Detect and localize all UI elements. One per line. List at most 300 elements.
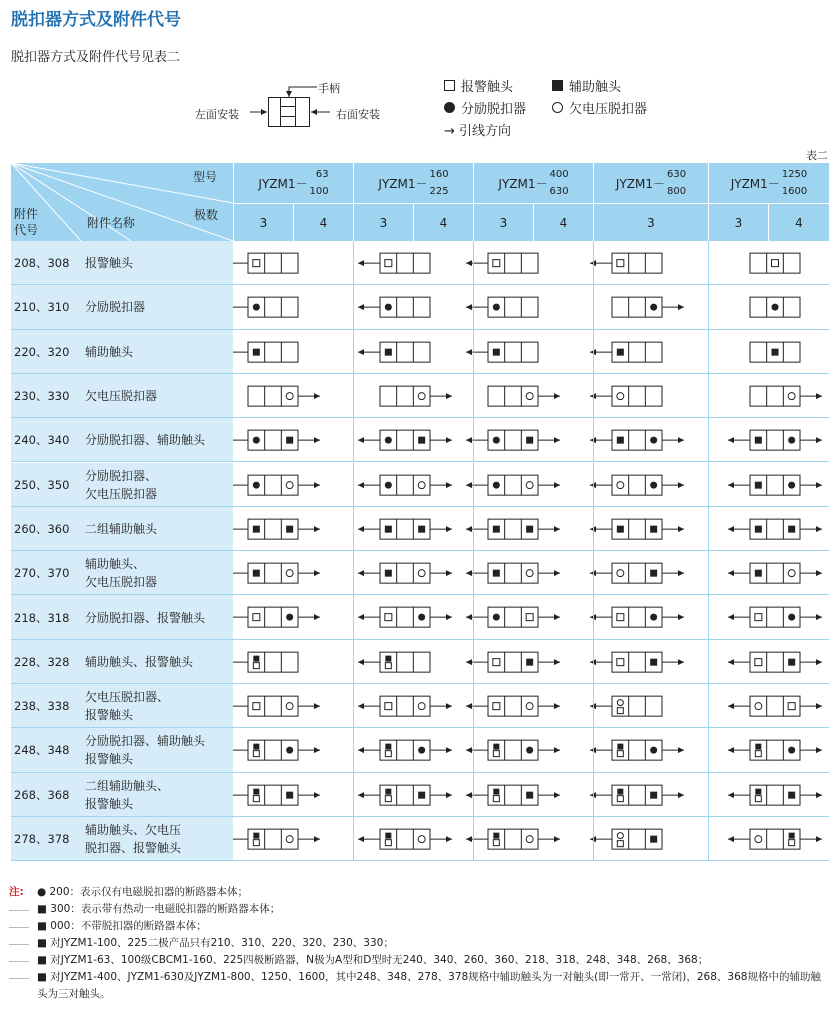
alarm-contact-icon	[617, 708, 623, 714]
wire-direction-arrow-icon	[446, 792, 452, 798]
shunt-release-icon	[788, 747, 795, 754]
aux-contact-icon	[253, 525, 260, 532]
wire-direction-arrow-icon	[446, 570, 452, 576]
aux-contact-icon	[418, 791, 425, 798]
breaker-diagram	[466, 608, 560, 628]
breaker-diagram	[590, 430, 684, 450]
wiring-diagrams	[233, 507, 829, 551]
wire-direction-arrow-icon	[728, 836, 734, 842]
footnote-line: ■ 对JYZM1-400、JYZM1-630及JYZM1-800、1250、1600，其中248、348、278、378规格中辅助触头为一对触头(即一常开、一常闭)，268、368规格中的辅助触	[9, 969, 831, 986]
wire-direction-arrow-icon	[678, 526, 684, 532]
accessory-name	[81, 684, 233, 728]
alarm-contact-icon	[493, 751, 499, 757]
model-frame-bottom: 800	[667, 186, 687, 197]
accessory-code: 240、340	[11, 418, 81, 462]
pole-count-cell: 3	[353, 204, 413, 241]
wire-direction-arrow-icon	[554, 703, 560, 709]
model-prefix: JYZM1－	[615, 176, 665, 191]
aux-contact-icon	[493, 833, 499, 839]
aux-contact-icon	[755, 570, 762, 577]
wire-direction-arrow-icon	[314, 792, 320, 798]
breaker-diagram	[590, 608, 684, 628]
breaker-diagram	[233, 740, 320, 760]
accessory-code: 220、320	[11, 330, 81, 374]
aux-contact-icon	[493, 525, 500, 532]
breaker-diagram	[466, 430, 560, 450]
accessory-name-line: 报警触头	[85, 752, 134, 767]
wire-direction-arrow-icon	[466, 260, 472, 266]
wire-direction-arrow-icon	[554, 792, 560, 798]
shunt-release-icon	[650, 614, 657, 621]
accessory-name-line: 分励脱扣器	[85, 300, 146, 315]
aux-contact-icon	[617, 525, 624, 532]
alarm-contact-icon	[385, 840, 391, 846]
wire-direction-arrow-icon	[678, 659, 684, 665]
accessory-name-line: 脱扣器、报警触头	[85, 841, 182, 856]
undervoltage-release-icon	[617, 393, 624, 400]
accessory-name-line: 报警触头	[85, 256, 134, 271]
undervoltage-release-icon	[418, 703, 425, 710]
breaker-diagram	[358, 740, 452, 760]
wire-direction-arrow-icon	[466, 615, 472, 621]
wire-direction-arrow-icon	[554, 747, 560, 753]
aux-contact-icon	[789, 833, 795, 839]
accessory-name-line: 分励脱扣器、辅助触头	[85, 433, 206, 448]
undervoltage-release-icon	[526, 481, 533, 488]
alarm-contact-icon	[755, 658, 762, 665]
accessory-name-line: 欠电压脱扣器	[85, 389, 158, 404]
breaker-diagram	[728, 608, 822, 628]
breaker-diagram	[248, 386, 320, 406]
model-prefix: JYZM1－	[730, 176, 780, 191]
wire-direction-arrow-icon	[678, 747, 684, 753]
wire-direction-arrow-icon	[816, 437, 822, 443]
wire-direction-arrow-icon	[314, 526, 320, 532]
footnote-line: ■ 300：表示带有热动一电磁脱扣器的断路器本体；	[9, 901, 831, 918]
breaker-diagram	[466, 829, 560, 849]
breaker-diagram	[728, 785, 822, 805]
accessory-name	[81, 551, 233, 595]
wire-direction-arrow-icon	[358, 437, 364, 443]
undervoltage-release-icon	[788, 570, 795, 577]
breaker-diagram	[233, 563, 320, 583]
accessory-code: 230、330	[11, 374, 81, 418]
breaker-diagram	[728, 430, 822, 450]
alarm-contact-icon	[385, 614, 392, 621]
alarm-contact-icon	[253, 751, 259, 757]
header-code-label-1: 附件	[14, 207, 39, 221]
alarm-contact-icon	[253, 614, 260, 621]
accessory-name-line: 欠电压脱扣器	[85, 486, 158, 501]
alarm-contact-icon	[789, 840, 795, 846]
footnote-line: ■ 对JYZM1-100、225二极产品只有210、310、220、320、230、330；	[9, 935, 831, 952]
breaker-diagram	[590, 740, 684, 760]
model-header-cell	[473, 163, 593, 203]
wire-direction-arrow-icon	[358, 526, 364, 532]
pole-count-cell: 3	[473, 204, 533, 241]
undervoltage-release-icon	[286, 703, 293, 710]
wire-direction-arrow-icon	[466, 437, 472, 443]
model-frame-top: 63	[315, 169, 329, 180]
wire-direction-arrow-icon	[554, 526, 560, 532]
alarm-contact-icon	[253, 703, 260, 710]
accessory-code: 250、350	[11, 463, 81, 507]
model-frame-top: 1250	[781, 169, 808, 180]
alarm-contact-icon	[526, 614, 533, 621]
left-mount-label: 左面安装	[195, 108, 239, 121]
footnote-lead: 注:	[9, 886, 24, 898]
aux-contact-icon	[617, 437, 624, 444]
legend-under: 欠电压脱扣器	[552, 98, 647, 117]
breaker-diagram	[728, 740, 822, 760]
alarm-contact-icon	[493, 840, 499, 846]
alarm-contact-icon	[493, 703, 500, 710]
accessory-name-line: 二组辅助触头	[85, 521, 158, 536]
accessory-code: 270、370	[11, 551, 81, 595]
alarm-contact-icon	[617, 658, 624, 665]
wire-direction-arrow-icon	[466, 526, 472, 532]
accessory-name-line: 二组辅助触头、	[85, 778, 170, 793]
wire-direction-arrow-icon	[446, 836, 452, 842]
aux-contact-icon	[755, 437, 762, 444]
breaker-diagram	[466, 253, 538, 273]
wiring-diagrams	[233, 773, 829, 817]
wire-direction-arrow-icon	[678, 792, 684, 798]
wire-direction-arrow-icon	[728, 703, 734, 709]
wire-direction-arrow-icon	[446, 437, 452, 443]
wire-direction-arrow-icon	[554, 659, 560, 665]
alarm-contact-icon	[385, 260, 392, 267]
aux-contact-icon	[418, 525, 425, 532]
breaker-diagram	[750, 297, 800, 317]
accessory-name	[81, 374, 233, 418]
accessory-code: 218、318	[11, 595, 81, 639]
breaker-diagram	[358, 785, 452, 805]
accessory-name-line: 辅助触头、欠电压	[85, 823, 182, 838]
model-frame-bottom: 1600	[781, 186, 808, 197]
wiring-diagrams	[233, 330, 829, 374]
wiring-diagrams	[233, 285, 829, 329]
wire-direction-arrow-icon	[728, 526, 734, 532]
wire-direction-arrow-icon	[358, 659, 364, 665]
header-pole-label: 极数	[194, 208, 219, 222]
wire-direction-arrow-icon	[816, 659, 822, 665]
legend-shunt: 分励脱扣器	[444, 98, 526, 117]
aux-contact-icon	[755, 788, 761, 794]
wire-direction-arrow-icon	[314, 570, 320, 576]
breaker-diagram	[233, 608, 320, 628]
model-header-cell	[233, 163, 353, 203]
breaker-diagram	[358, 297, 430, 317]
undervoltage-release-icon	[286, 481, 293, 488]
breaker-diagram	[750, 342, 800, 362]
table-row	[11, 640, 829, 684]
alarm-contact-icon	[617, 260, 624, 267]
header-name-label: 附件名称	[87, 216, 136, 230]
alarm-contact-icon	[253, 795, 259, 801]
alarm-contact-icon	[493, 658, 500, 665]
open-circle-icon	[552, 102, 563, 113]
breaker-diagram	[590, 829, 662, 849]
table-row	[11, 507, 829, 551]
aux-contact-icon	[286, 437, 293, 444]
model-frame-top: 400	[549, 169, 569, 180]
undervoltage-release-icon	[526, 703, 533, 710]
accessory-name	[81, 507, 233, 551]
model-frame-bottom: 225	[429, 186, 449, 197]
wire-direction-arrow-icon	[728, 659, 734, 665]
aux-contact-icon	[253, 570, 260, 577]
breaker-diagram	[590, 342, 662, 362]
wire-direction-arrow-icon	[466, 659, 472, 665]
accessory-name	[81, 241, 233, 285]
alarm-contact-icon	[617, 841, 623, 847]
accessory-code: 268、368	[11, 773, 81, 817]
wire-direction-arrow-icon	[314, 393, 320, 399]
table-row	[11, 330, 829, 374]
accessory-code: 248、348	[11, 728, 81, 772]
aux-contact-icon	[650, 836, 657, 843]
shunt-release-icon	[493, 437, 500, 444]
model-header-cell	[593, 163, 708, 203]
shunt-release-icon	[253, 304, 260, 311]
undervoltage-release-icon	[755, 703, 762, 710]
undervoltage-release-icon	[418, 836, 425, 843]
table-row	[11, 728, 829, 772]
table-row	[11, 374, 829, 418]
wire-direction-arrow-icon	[816, 747, 822, 753]
alarm-contact-icon	[253, 662, 259, 668]
pole-count-cell: 3	[233, 204, 293, 241]
breaker-diagram	[466, 740, 560, 760]
accessory-name-line: 辅助触头、报警触头	[85, 654, 194, 669]
pole-count-cell: 4	[413, 204, 473, 241]
wire-direction-arrow-icon	[314, 703, 320, 709]
wire-direction-arrow-icon	[466, 747, 472, 753]
legend-aux: 辅助触头	[552, 76, 621, 95]
wire-direction-arrow-icon	[816, 703, 822, 709]
aux-contact-icon	[788, 791, 795, 798]
accessory-name-line: 欠电压脱扣器、	[85, 690, 170, 705]
aux-contact-icon	[493, 570, 500, 577]
breaker-diagram	[380, 386, 452, 406]
accessory-name-line: 分励脱扣器、	[85, 468, 158, 483]
wire-direction-arrow-icon	[728, 792, 734, 798]
breaker-diagram	[358, 475, 452, 495]
wire-direction-arrow-icon	[678, 304, 684, 310]
accessory-name	[81, 817, 233, 861]
table-row	[11, 418, 829, 462]
aux-contact-icon	[493, 348, 500, 355]
aux-contact-icon	[650, 570, 657, 577]
table-row	[11, 285, 829, 329]
breaker-diagram	[466, 785, 560, 805]
shunt-release-icon	[772, 304, 779, 311]
breaker-diagram	[358, 519, 452, 539]
aux-contact-icon	[788, 525, 795, 532]
aux-contact-icon	[385, 655, 391, 661]
table-row	[11, 551, 829, 595]
wire-direction-arrow-icon	[358, 570, 364, 576]
model-frame-bottom: 100	[309, 186, 329, 197]
aux-contact-icon	[385, 570, 392, 577]
wire-direction-arrow-icon	[678, 482, 684, 488]
alarm-contact-icon	[385, 662, 391, 668]
aux-contact-icon	[253, 348, 260, 355]
shunt-release-icon	[788, 481, 795, 488]
alarm-contact-icon	[617, 751, 623, 757]
wire-direction-arrow-icon	[554, 482, 560, 488]
wiring-diagrams	[233, 463, 829, 507]
breaker-diagram	[233, 342, 298, 362]
shunt-release-icon	[385, 437, 392, 444]
aux-contact-icon	[755, 525, 762, 532]
breaker-diagram	[590, 386, 662, 406]
aux-contact-icon	[617, 744, 623, 750]
breaker-diagram	[612, 297, 684, 317]
header-model-label: 型号	[193, 170, 218, 184]
wire-direction-arrow-icon	[728, 615, 734, 621]
wire-direction-arrow-icon	[314, 747, 320, 753]
alarm-contact-icon	[253, 260, 260, 267]
accessory-name	[81, 640, 233, 684]
breaker-diagram	[728, 696, 822, 716]
aux-contact-icon	[526, 437, 533, 444]
pole-count-cell: 4	[768, 204, 829, 241]
accessory-code: 278、378	[11, 817, 81, 861]
wire-direction-arrow-icon	[314, 482, 320, 488]
breaker-diagram	[590, 253, 662, 273]
aux-contact-icon	[493, 788, 499, 794]
model-frame-top: 160	[429, 169, 449, 180]
wire-direction-arrow-icon	[678, 437, 684, 443]
breaker-diagram	[233, 652, 298, 672]
aux-contact-icon	[526, 525, 533, 532]
aux-contact-icon	[617, 788, 623, 794]
aux-contact-icon	[253, 788, 259, 794]
mounting-diagram	[190, 78, 420, 138]
open-square-icon	[444, 80, 455, 91]
pole-count-cell: 4	[293, 204, 353, 241]
alarm-contact-icon	[385, 703, 392, 710]
breaker-diagram	[488, 386, 560, 406]
shunt-release-icon	[385, 481, 392, 488]
model-header-cell	[353, 163, 473, 203]
pole-count-cell: 3	[708, 204, 768, 241]
wire-direction-arrow-icon	[466, 570, 472, 576]
breaker-diagram	[466, 475, 560, 495]
breaker-diagram	[358, 652, 430, 672]
breaker-diagram	[358, 253, 430, 273]
wire-direction-arrow-icon	[678, 615, 684, 621]
alarm-contact-icon	[385, 751, 391, 757]
accessory-name	[81, 595, 233, 639]
wiring-diagrams	[233, 817, 829, 861]
model-prefix: JYZM1－	[498, 176, 548, 191]
wire-direction-arrow-icon	[466, 349, 472, 355]
wire-direction-arrow-icon	[446, 703, 452, 709]
wire-direction-arrow-icon	[466, 703, 472, 709]
accessory-name-line: 报警触头	[85, 708, 134, 723]
undervoltage-release-icon	[286, 393, 293, 400]
wiring-diagrams	[233, 374, 829, 418]
shunt-release-icon	[418, 747, 425, 754]
breaker-diagram	[466, 519, 560, 539]
undervoltage-release-icon	[418, 570, 425, 577]
wire-direction-arrow-icon	[554, 615, 560, 621]
wire-direction-arrow-icon	[466, 304, 472, 310]
shunt-release-icon	[286, 747, 293, 754]
accessory-code: 210、310	[11, 285, 81, 329]
accessory-code: 238、338	[11, 684, 81, 728]
aux-contact-icon	[755, 481, 762, 488]
breaker-diagram	[590, 696, 662, 716]
accessory-code: 208、308	[11, 241, 81, 285]
breaker-diagram	[590, 785, 684, 805]
table-number: 表二	[806, 149, 828, 162]
breaker-diagram	[466, 696, 560, 716]
wire-direction-arrow-icon	[358, 703, 364, 709]
alarm-contact-icon	[755, 751, 761, 757]
footnote-line: 注: ● 200：表示仅有电磁脱扣器的断路器本体；	[9, 884, 831, 901]
breaker-diagram	[233, 253, 298, 273]
breaker-diagram	[728, 652, 822, 672]
alarm-contact-icon	[493, 795, 499, 801]
aux-contact-icon	[650, 525, 657, 532]
wire-direction-arrow-icon	[358, 482, 364, 488]
table-row	[11, 773, 829, 817]
shunt-release-icon	[385, 304, 392, 311]
alarm-contact-icon	[617, 795, 623, 801]
accessory-name-line: 分励脱扣器、报警触头	[85, 610, 206, 625]
aux-contact-icon	[526, 658, 533, 665]
breaker-diagram	[466, 563, 560, 583]
wire-direction-arrow-icon	[314, 437, 320, 443]
undervoltage-release-icon	[526, 570, 533, 577]
wire-direction-arrow-icon	[554, 393, 560, 399]
model-frame-top: 630	[667, 169, 687, 180]
footnote-continuation: 头为三对触头。	[37, 988, 111, 1000]
aux-contact-icon	[788, 658, 795, 665]
wire-direction-arrow-icon	[314, 615, 320, 621]
wiring-diagrams	[233, 684, 829, 728]
wire-direction-arrow-icon	[466, 482, 472, 488]
alarm-contact-icon	[788, 703, 795, 710]
alarm-contact-icon	[253, 840, 259, 846]
breaker-diagram	[728, 519, 822, 539]
aux-contact-icon	[286, 791, 293, 798]
filled-square-icon	[552, 80, 563, 91]
aux-contact-icon	[385, 525, 392, 532]
page-title: 脱扣器方式及附件代号	[11, 10, 181, 30]
breaker-diagram	[358, 430, 452, 450]
alarm-contact-icon	[755, 795, 761, 801]
wire-direction-arrow-icon	[728, 437, 734, 443]
breaker-diagram	[750, 253, 800, 273]
wire-direction-arrow-icon	[446, 482, 452, 488]
shunt-release-icon	[650, 481, 657, 488]
undervoltage-release-icon	[617, 833, 623, 839]
breaker-diagram	[728, 829, 822, 849]
breaker-diagram	[590, 475, 684, 495]
accessory-name	[81, 418, 233, 462]
breaker-diagram	[728, 475, 822, 495]
table-row	[11, 817, 829, 861]
breaker-diagram	[728, 563, 822, 583]
breaker-diagram	[233, 519, 320, 539]
undervoltage-release-icon	[286, 570, 293, 577]
accessory-name-line: 欠电压脱扣器	[85, 575, 158, 590]
